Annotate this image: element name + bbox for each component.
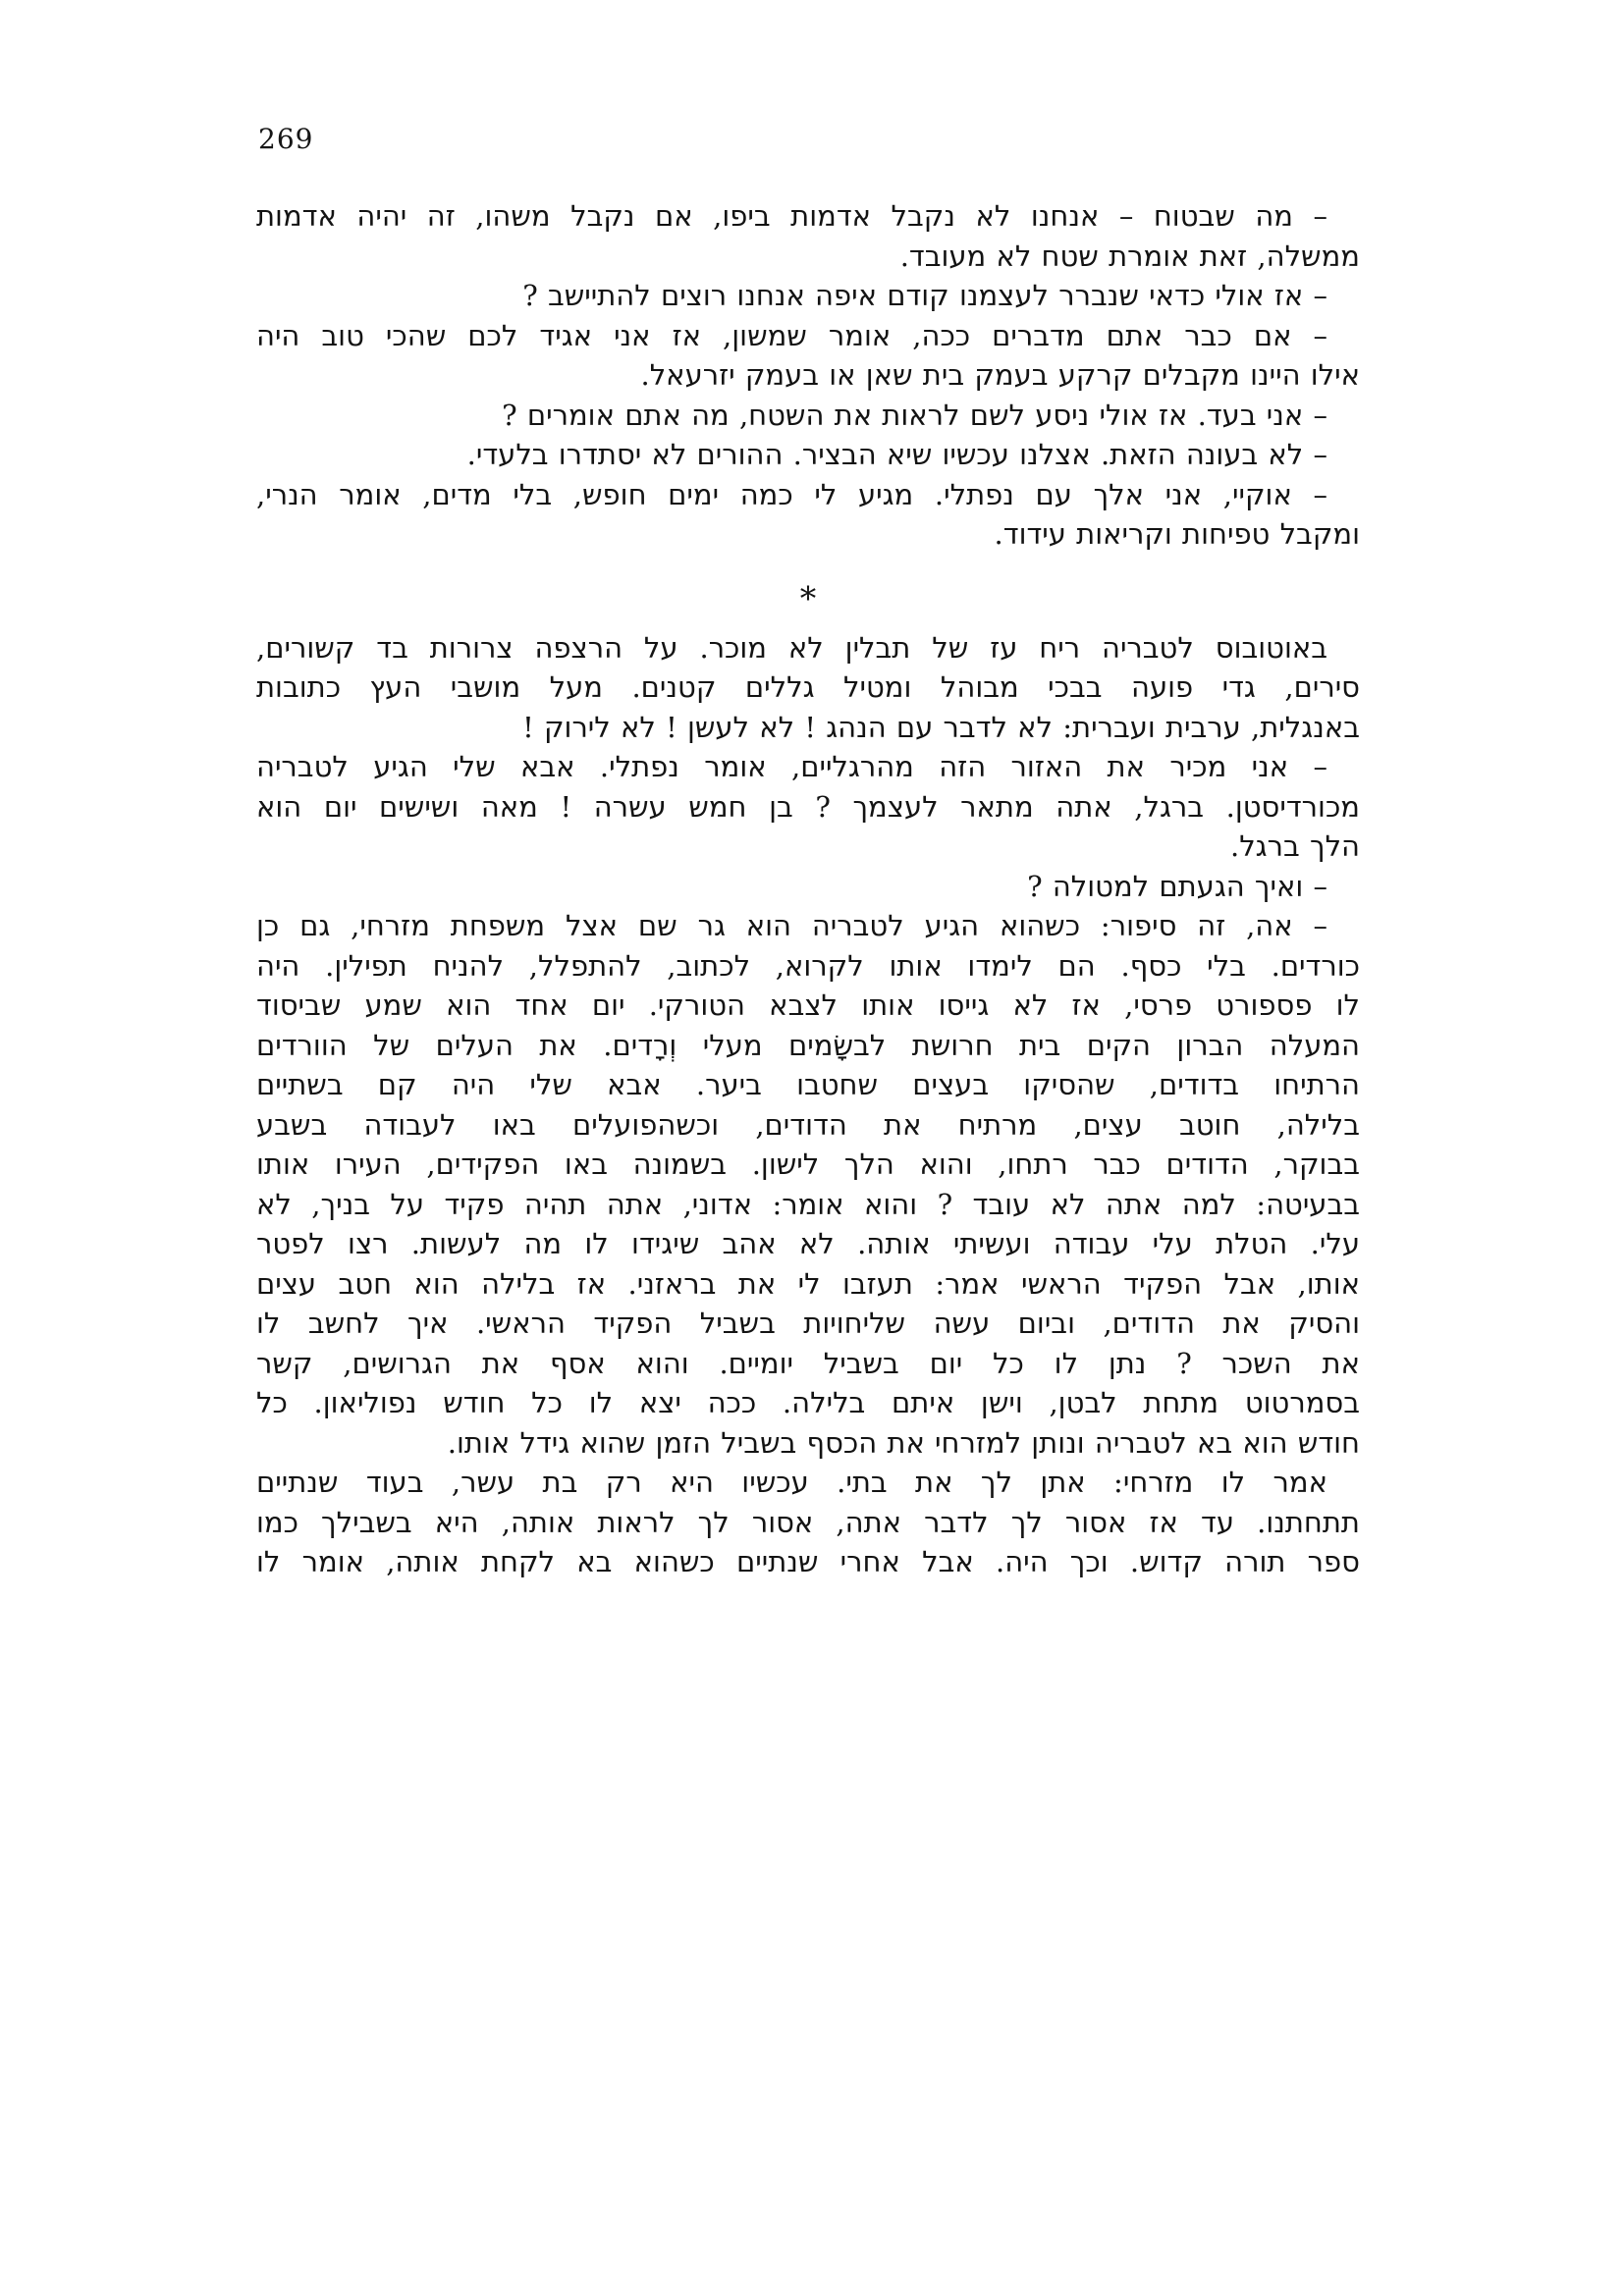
paragraph [256,1463,1360,1582]
text-line: – אה, זה סיפור: כשהוא הגיע לטבריה הוא גר שם אצל משפחת מזרחי, גם כן [256,909,1327,942]
paragraph [256,867,1360,907]
text-line: לו פספורט פרסי, אז לא גייסו אותו לצבא הטורקי. יום אחד הוא שמע שביסוד [256,988,1360,1022]
paragraph [256,396,1360,436]
text-line: המעלה הברון הקים בית חרושת לבשָׂמים מעלי וְרָדים. את העלים של הוורדים [256,1028,1360,1062]
text-line: אמר לו מזרחי: אתן לך את בתי. עכשיו היא רק בת עשר, בעוד שנתיים [256,1466,1327,1499]
text-line: מכורדיסטן. ברגל, אתה מתאר לעצמך ? בן חמש עשרה ! מאה ושישים יום הוא [256,789,1360,824]
text-line: סירים, גדי פועה בבכי מבוהל ומטיל גללים קטנים. מעל מושבי העץ כתובות [256,670,1360,704]
text-line: והסיק את הדודים, וביום עשה שליחויות בשביל הפקיד הראשי. איך לחשב לו [256,1307,1360,1340]
page-number: 269 [258,123,314,155]
paragraph [256,196,1360,276]
text-line: ומקבל טפיחות וקריאות עידוד. [994,517,1360,551]
text-line: – אני בעד. אז אולי ניסע לשם לראות את השטח, מה אתם אומרים ? [502,398,1327,432]
text-line: בבעיטה: למה אתה לא עובד ? והוא אומר: אדוני, אתה תהיה פקיד על בניך, לא [256,1187,1360,1221]
paragraph [256,276,1360,316]
text-line: – ואיך הגעתם למטולה ? [1027,869,1327,903]
text-line: כורדים. בלי כסף. הם לימדו אותו לקרוא, לכתוב, להתפלל, להניח תפילין. היה [256,948,1360,983]
text-line: הלך ברגל. [1229,829,1360,863]
paragraph [256,475,1360,555]
text-line: ממשלה, זאת אומרת שטח לא מעובד. [899,239,1360,273]
text-line: חודש הוא בא לטבריה ונותן למזרחי את הכסף בשביל הזמן שהוא גידל אותו. [447,1425,1360,1460]
text-block [256,196,1360,1582]
text-line: – אוקיי, אני אלך עם נפתלי. מגיע לי כמה ימים חופש, בלי מדים, אומר הנרי, [256,477,1327,511]
text-line: הרתיחו בדודים, שהסיקו בעצים שחטבו ביער. אבא שלי היה קם בשתיים [256,1068,1360,1101]
text-line: – מה שבטוח – אנחנו לא נקבל אדמות ביפו, אם נקבל משהו, זה יהיה אדמות [256,199,1327,233]
text-line: – אם כבר אתם מדברים ככה, אומר שמשון, אז אני אגיד לכם שהכי טוב היה [256,318,1327,352]
text-line: אותו, אבל הפקיד הראשי אמר: תעזבו לי את בראזני. אז בלילה הוא חטב עצים [256,1266,1360,1301]
paragraph [256,628,1360,748]
text-line: באוטובוס לטבריה ריח עז של תבלין לא מוכר. על הרצפה צרורות בד קשורים, [256,630,1327,665]
text-line: – לא בעונה הזאת. אצלנו עכשיו שיא הבציר. ההורים לא יסתדרו בלעדי. [466,438,1327,471]
text-line: את השכר ? נתן לו כל יום בשביל יומיים. והוא אסף את הגרושים, קשר [256,1346,1360,1380]
text-line: – אז אולי כדאי שנברר לעצמנו קודם איפה אנחנו רוצים להתיישב ? [522,279,1327,312]
text-line: באנגלית, ערבית ועברית: לא לדבר עם הנהג ! לא לעשן ! לא לירוק ! [522,710,1360,744]
text-line: בסמרטוט מתחת לבטן, וישן איתם בלילה. ככה יצא לו כל חודש נפוליאון. כל [256,1386,1360,1419]
text-line: בבוקר, הדודים כבר רתחו, והוא הלך לישון. בשמונה באו הפקידים, העירו אותו [256,1148,1360,1181]
section-separator [256,555,1360,628]
text-line: אילו היינו מקבלים קרקע בעמק בית שאן או בעמק יזרעאל. [640,358,1360,392]
text-line: – אני מכיר את האזור הזה מהרגליים, אומר נפתלי. אבא שלי הגיע לטבריה [256,750,1327,783]
paragraph [256,747,1360,867]
paragraph [256,316,1360,396]
text-line: בלילה, חוטב עצים, מרתיח את הדודים, וכשהפועלים באו לעבודה בשבע [256,1107,1360,1142]
asterisk-glyph: * [799,578,817,617]
text-line: ספר תורה קדוש. וכך היה. אבל אחרי שנתיים כשהוא בא לקחת אותה, אומר לו [256,1545,1360,1578]
paragraph [256,435,1360,475]
text-line: תתחתנו. עד אז אסור לך לדבר אתה, אסור לך לראות אותה, היא בשבילך כמו [256,1505,1360,1539]
paragraph [256,906,1360,1463]
text-line: עלי. הטלת עלי עבודה ועשיתי אותה. לא אהב שיגידו לו מה לעשות. רצו לפטר [256,1227,1360,1260]
